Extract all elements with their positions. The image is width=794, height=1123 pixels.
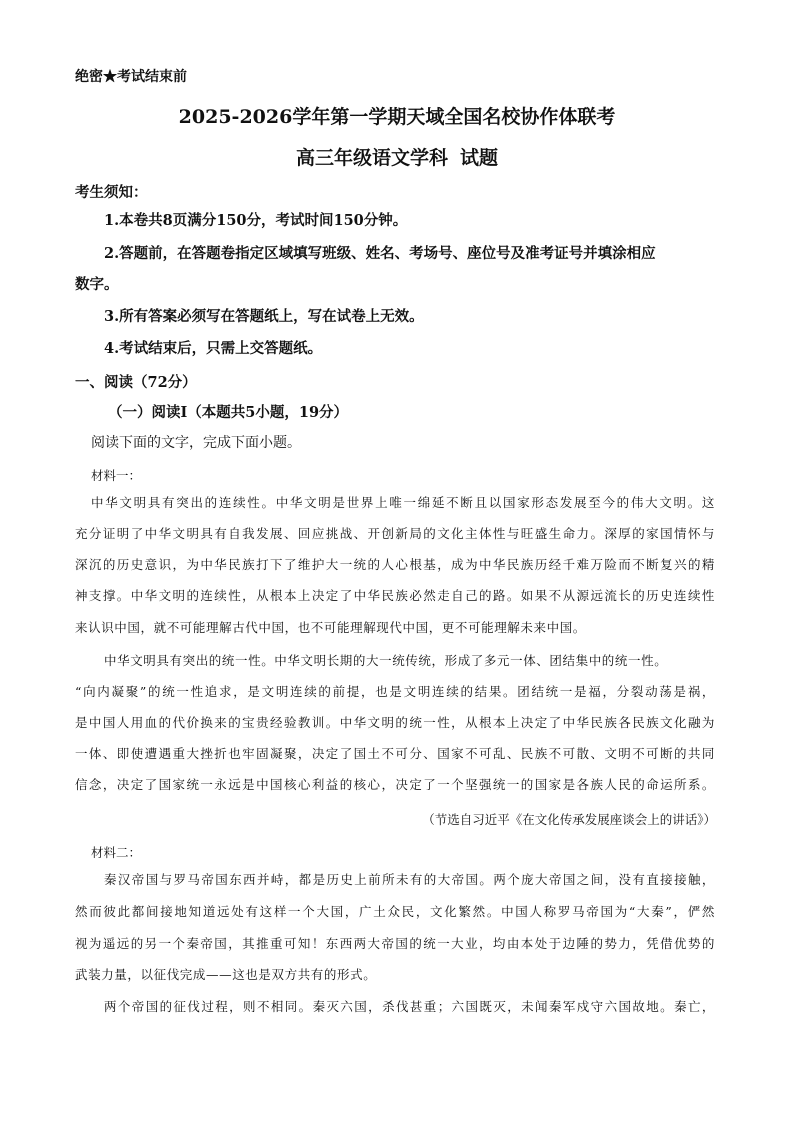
confidential-mark: 绝密★考试结束前 [75, 69, 187, 85]
material-label: 材料一： [91, 468, 142, 483]
material-label: 材料二： [91, 845, 142, 860]
material-line: 来认识中国，就不可能理解古代中国，也不可能理解现代中国，更不可能理解未来中国。 [75, 620, 586, 635]
reading-instruction: 阅读下面的文字，完成下面小题。 [91, 434, 301, 450]
source-citation: （节选自习近平《在文化传承发展座谈会上的讲话》） [422, 812, 716, 827]
material-line: 武装力量，以征伐完成——这也是双方共有的形式。 [75, 967, 377, 982]
exam-subtitle [0, 143, 794, 170]
material-line: 神支撑。中华文明的连续性，从根本上决定了中华民族必然走自己的路。如果不从源远流长的历史连续性 [75, 588, 715, 603]
material-line: 然而彼此都间接地知道远处有这样一个大国，广土众民，文化繁然。中国人称罗马帝国为“大秦”，俨然 [75, 904, 715, 919]
exam-title: 2025-2026学年第一学期天域全国名校协作体联考 [178, 106, 616, 128]
subsection-heading: （一）阅读Ⅰ（本题共5小题，19分） [108, 404, 349, 421]
material-line: 中华文明具有突出的连续性。中华文明是世界上唯一绵延不断且以国家形态发展至今的伟大文明。这 [91, 495, 715, 510]
material-line: 一体、即使遭遇重大挫折也牢固凝聚，决定了国土不可分、国家不可乱、民族不可散、文明不可断的共同 [75, 746, 715, 761]
material-line: 信念，决定了国家统一永远是中国核心利益的核心，决定了一个坚强统一的国家是各族人民的命运所系。 [75, 777, 715, 792]
notice-item: 1.本卷共8页满分150分，考试时间150分钟。 [104, 212, 408, 229]
paper-label: 试题 [460, 147, 499, 169]
material-line: 视为遥远的另一个秦帝国，其推重可知！东西两大帝国的统一大业，均由本处于边陲的势力，凭借优势的 [75, 936, 715, 951]
material-line: 充分证明了中华文明具有自我发展、回应挑战、开创新局的文化主体性与旺盛生命力。深厚的家国情怀与 [75, 526, 715, 541]
notice-item-continued: 数字。 [75, 276, 119, 293]
material-line: “向内凝聚”的统一性追求，是文明连续的前提，也是文明连续的结果。团结统一是福，分裂动荡是祸， [75, 684, 715, 699]
material-line: 中华文明具有突出的统一性。中华文明长期的大一统传统，形成了多元一体、团结集中的统一性。 [104, 653, 668, 668]
notice-heading: 考生须知： [75, 184, 148, 201]
material-line: 秦汉帝国与罗马帝国东西并峙，都是历史上前所未有的大帝国。两个庞大帝国之间，没有直接接触， [104, 872, 715, 887]
material-line: 两个帝国的征伐过程，则不相同。秦灭六国，杀伐甚重；六国既灭，未闻秦军戍守六国故地。秦亡， [104, 999, 715, 1014]
section-heading: 一、阅读（72分） [75, 374, 197, 391]
material-line: 深沉的历史意识，为中华民族打下了维护大一统的人心根基，成为中华民族历经千难万险而不断复兴的精 [75, 557, 715, 572]
material-line: 是中国人用血的代价换来的宝贵经验教训。中华文明的统一性，从根本上决定了中华民族各民族文化融为 [75, 715, 715, 730]
notice-item: 3.所有答案必须写在答题纸上，写在试卷上无效。 [104, 308, 424, 325]
subject-label: 高三年级语文学科 [295, 147, 448, 169]
notice-item: 2.答题前，在答题卷指定区域填写班级、姓名、考场号、座位号及准考证号并填涂相应 [104, 245, 656, 262]
notice-item: 4.考试结束后，只需上交答题纸。 [104, 340, 323, 357]
